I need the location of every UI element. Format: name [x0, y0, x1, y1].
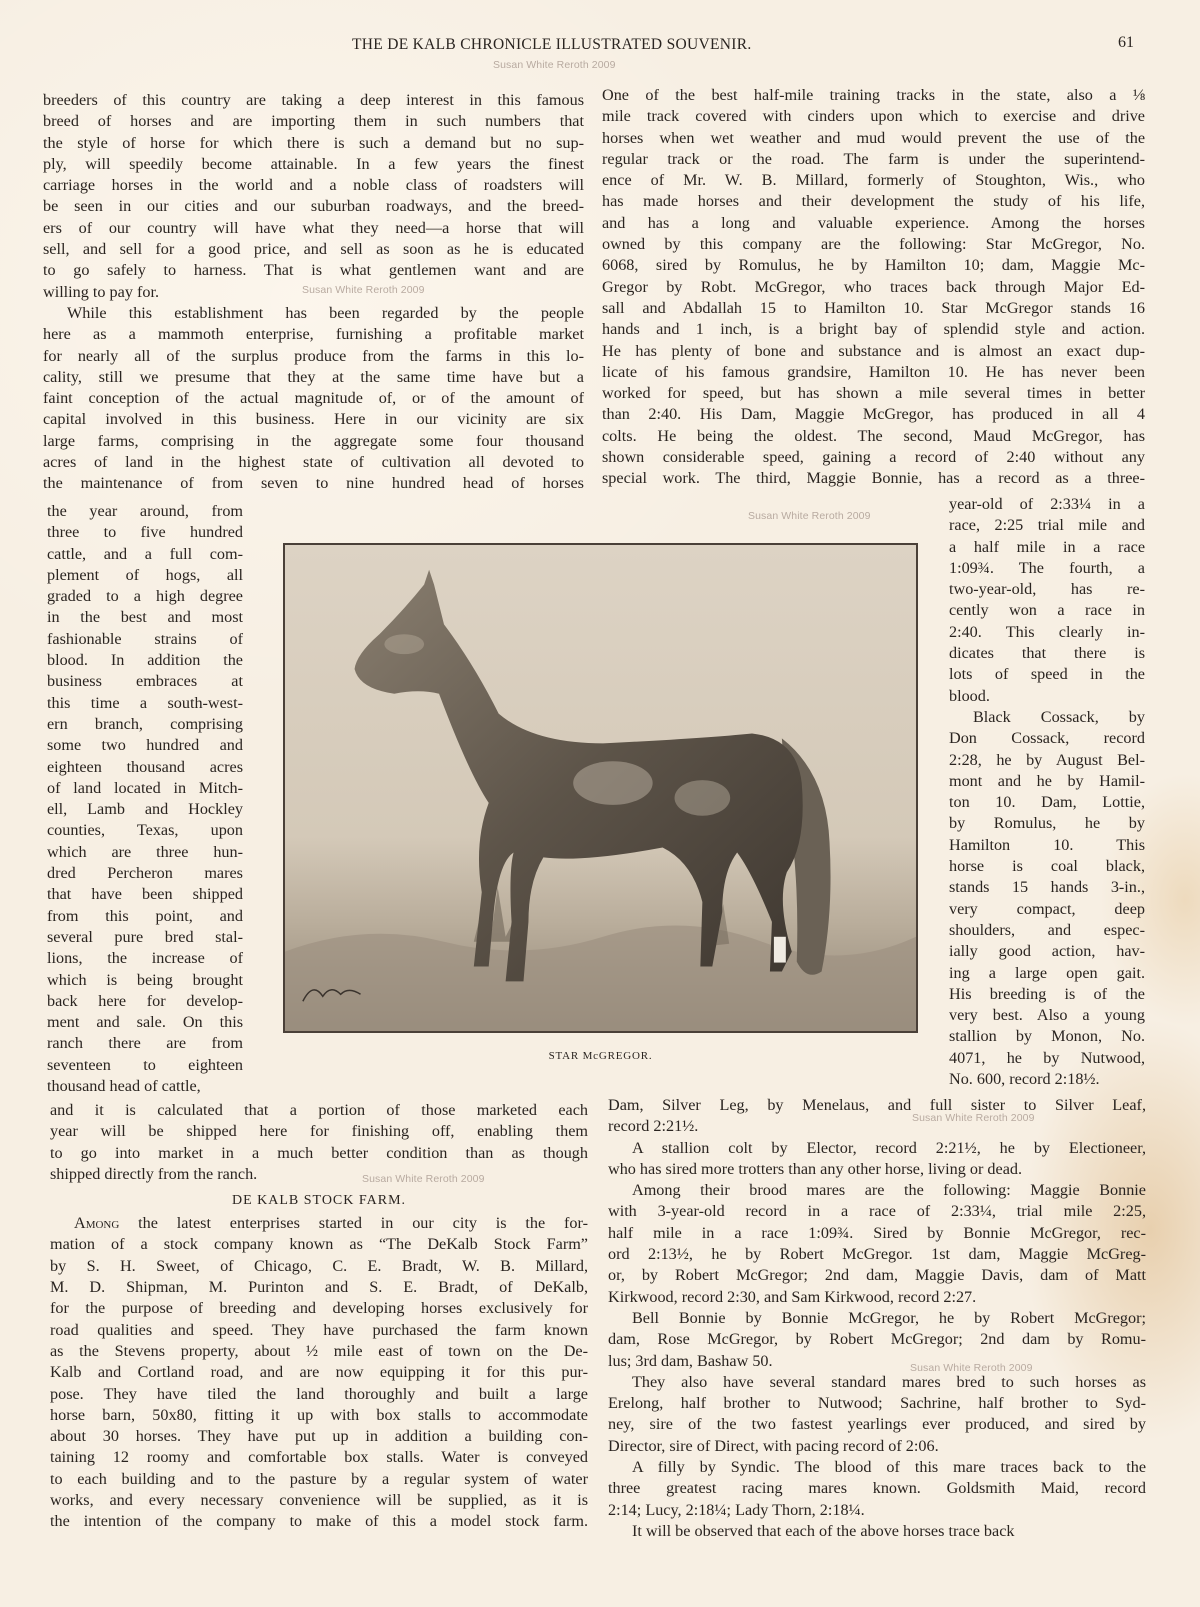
publication-title: THE DE KALB CHRONICLE ILLUSTRATED SOUVENIR.	[352, 36, 752, 53]
text-line: A stallion colt by Elector, record 2:21½, he by Electioneer,	[632, 1138, 1146, 1157]
text-line: cattle, and a full com-	[47, 544, 243, 563]
right-bottom-text	[608, 1095, 1146, 1542]
text-line: ially good action, hav-	[949, 942, 1145, 961]
text-line: horses when wet weather and mud would prevent the use of the	[602, 128, 1145, 147]
text-line: lots of speed in the	[949, 665, 1145, 684]
text-line: and it is calculated that a portion of those marketed each	[50, 1101, 588, 1119]
right-narrow-column	[949, 494, 1145, 1090]
text-line: ing a large open gait.	[949, 963, 1145, 982]
text-line: taining 12 roomy and comfortable box stalls. Water is conveyed	[50, 1448, 588, 1467]
text-line: hands and 1 inch, is a bright bay of splendid style and action.	[602, 320, 1145, 339]
text-line: breeders of this country are taking a deep interest in this famous	[43, 91, 584, 109]
text-line: ment and sale. On this	[47, 1013, 243, 1032]
left-column-text	[43, 90, 584, 495]
text-line: blood.	[949, 686, 990, 705]
text-line: ers of our country will have what they need—a horse that will	[43, 218, 584, 237]
text-line: horse is coal black,	[949, 857, 1145, 876]
page-number: 61	[1118, 34, 1134, 51]
watermark: Susan White Reroth 2009	[748, 510, 871, 522]
text-line: to go into market in a much better condition than as though	[50, 1143, 588, 1162]
text-line: acres of land in the highest state of cultivation all devoted to	[43, 453, 584, 472]
text-line	[50, 1213, 588, 1234]
text-line: the intention of the company to make of this a model stock farm.	[50, 1512, 588, 1531]
left-narrow-column	[47, 501, 243, 1097]
text-line: this time a south-west-	[47, 693, 243, 712]
text-line: year-old of 2:33¼ in a	[949, 495, 1145, 513]
text-line: colts. He being the oldest. The second, Maud McGregor, has	[602, 426, 1145, 445]
text-line: for nearly all of the surplus produce from the farms in this lo-	[43, 346, 584, 365]
lead-word: Among	[74, 1214, 120, 1233]
text-line: the style of horse for which there is such a demand but no sup-	[43, 133, 584, 152]
text-line: ranch there are from	[47, 1034, 243, 1053]
text-fragment: the latest enterprises started in our city is the for-	[119, 1214, 588, 1233]
text-line: for the purpose of breeding and developing horses exclusively for	[50, 1299, 588, 1318]
text-line: ply, will speedily become attainable. In a few years the finest	[43, 154, 584, 173]
text-line: counties, Texas, upon	[47, 821, 243, 840]
text-line: mont and he by Hamil-	[949, 771, 1145, 790]
horse-illustration	[283, 543, 918, 1033]
text-line: to go safely to harness. That is what gentlemen want and are	[43, 261, 584, 280]
text-line: eighteen thousand acres	[47, 757, 243, 776]
text-line: mile track covered with cinders upon which to exercise and drive	[602, 107, 1145, 126]
text-line: A filly by Syndic. The blood of this mare traces back to the	[632, 1458, 1146, 1477]
text-line: race, 2:25 trial mile and	[949, 516, 1145, 535]
text-line: fashionable strains of	[47, 629, 243, 648]
text-line: Bell Bonnie by Bonnie McGregor, he by Robert McGregor;	[632, 1308, 1146, 1327]
text-line: ney, sire of the two fastest yearlings ever produced, and sired by	[608, 1415, 1146, 1434]
text-line: Black Cossack, by	[973, 707, 1145, 726]
text-line: works, and every necessary convenience will be supplied, as it is	[50, 1491, 588, 1510]
text-line: in the best and most	[47, 608, 243, 627]
right-column-text	[602, 85, 1145, 490]
text-line: the year around, from	[47, 502, 243, 520]
text-line: Dam, Silver Leg, by Menelaus, and full sister to Silver Leaf,	[608, 1096, 1146, 1114]
watermark: Susan White Reroth 2009	[362, 1173, 485, 1185]
watermark: Susan White Reroth 2009	[910, 1362, 1033, 1374]
text-line: shoulders, and espec-	[949, 920, 1145, 939]
text-line: Erelong, half brother to Nutwood; Sachrine, half brother to Syd-	[608, 1394, 1146, 1413]
text-line: graded to a high degree	[47, 587, 243, 606]
text-line: Among their brood mares are the following: Maggie Bonnie	[632, 1181, 1146, 1200]
text-line: 6068, sired by Romulus, he by Hamilton 10; dam, Maggie Mc-	[602, 256, 1145, 275]
watermark: Susan White Reroth 2009	[493, 59, 616, 71]
text-line: willing to pay for.	[43, 282, 159, 301]
text-line: They also have several standard mares bred to such horses as	[632, 1372, 1146, 1391]
text-line: horse barn, 50x80, fitting it up with box stalls to accommodate	[50, 1405, 588, 1424]
text-line: and has a long and valuable experience. Among the horses	[602, 213, 1145, 232]
text-line: 2:28, he by August Bel-	[949, 750, 1145, 769]
text-line: mation of a stock company known as “The DeKalb Stock Farm”	[50, 1235, 588, 1254]
text-line: sall and Abdallah 15 to Hamilton 10. Star McGregor stands 16	[602, 298, 1145, 317]
text-line: sell, and sell for a good price, and sell as soon as he is educated	[43, 240, 584, 259]
text-line: 4071, he by Nutwood,	[949, 1048, 1145, 1067]
text-line: year will be shipped here for finishing off, enabling them	[50, 1122, 588, 1141]
text-line: owned by this company are the following: Star McGregor, No.	[602, 235, 1145, 254]
text-line: or, by Robert McGregor; 2nd dam, Maggie Davis, dam of Matt	[608, 1266, 1146, 1285]
text-line: faint conception of the actual magnitude of, or of the amount of	[43, 389, 584, 408]
text-line: stallion by Monon, No.	[949, 1027, 1145, 1046]
horse-engraving-icon	[285, 545, 916, 1031]
text-line: dam, Rose McGregor, by Robert McGregor; 2nd dam by Romu-	[608, 1330, 1146, 1349]
text-line: stands 15 hands 3-in.,	[949, 878, 1145, 897]
text-line: Kirkwood, record 2:30, and Sam Kirkwood, record 2:27.	[608, 1287, 977, 1306]
text-line: His breeding is of the	[949, 984, 1145, 1003]
text-line: from this point, and	[47, 906, 243, 925]
text-line: dicates that there is	[949, 644, 1145, 663]
text-line: lions, the increase of	[47, 949, 243, 968]
text-line: which is being brought	[47, 970, 243, 989]
text-line: business embraces at	[47, 672, 243, 691]
text-line: road qualities and speed. They have purchased the farm known	[50, 1320, 588, 1339]
text-line: large farms, comprising in the aggregate some four thousand	[43, 431, 584, 450]
text-line: of land located in Mitch-	[47, 778, 243, 797]
text-line: by S. H. Sweet, of Chicago, C. E. Bradt, W. B. Millard,	[50, 1256, 588, 1275]
text-line: shown considerable speed, gaining a record of 2:40 without any	[602, 448, 1145, 467]
text-line: ton 10. Dam, Lottie,	[949, 793, 1145, 812]
text-line: blood. In addition the	[47, 651, 243, 670]
text-line: ord 2:13½, he by Robert McGregor. 1st dam, Maggie McGreg-	[608, 1245, 1146, 1264]
text-line: 2:14; Lucy, 2:18¼; Lady Thorn, 2:18¼.	[608, 1500, 865, 1519]
text-line: breed of horses and are importing them in such numbers that	[43, 112, 584, 131]
text-line: special work. The third, Maggie Bonnie, has a record as a three-	[602, 469, 1145, 488]
text-line: While this establishment has been regarded by the people	[67, 303, 584, 322]
left-bottom-text	[50, 1100, 588, 1533]
text-line: carriage horses in the world and a noble class of roadsters will	[43, 176, 584, 195]
text-line: Director, sire of Direct, with pacing record of 2:06.	[608, 1436, 939, 1455]
text-line: half mile in a race 1:09¾. Sired by Bonnie McGregor, rec-	[608, 1223, 1146, 1242]
text-line: pose. They have tiled the land thoroughly and built a large	[50, 1384, 588, 1403]
text-line: 2:40. This clearly in-	[949, 622, 1145, 641]
text-line: by Romulus, he by	[949, 814, 1145, 833]
text-line: Hamilton 10. This	[949, 835, 1145, 854]
text-line: plement of hogs, all	[47, 565, 243, 584]
text-line: ern branch, comprising	[47, 714, 243, 733]
text-line: about 30 horses. They have put up in addition a building con-	[50, 1427, 588, 1446]
text-line: worked for speed, but has shown a mile several times in better	[602, 384, 1145, 403]
text-line: here as a mammoth enterprise, furnishing a profitable market	[43, 325, 584, 344]
text-line: It will be observed that each of the above horses trace back	[632, 1521, 1015, 1540]
text-line: cality, still we presume that they at the same time have but a	[43, 367, 584, 386]
text-line: that have been shipped	[47, 885, 243, 904]
text-line: Kalb and Cortland road, and are now equipping it for this pur-	[50, 1363, 588, 1382]
text-line: One of the best half-mile training tracks in the state, also a ⅛	[602, 86, 1145, 104]
text-line: as the Stevens property, about ½ mile east of town on the De-	[50, 1341, 588, 1360]
text-line: a half mile in a race	[949, 537, 1145, 556]
text-line: who has sired more trotters than any other horse, living or dead.	[608, 1159, 1023, 1178]
text-line: which are three hun-	[47, 842, 243, 861]
text-line: shipped directly from the ranch.	[50, 1164, 258, 1183]
text-line: be seen in our cities and our suburban roadways, and the breed-	[43, 197, 584, 216]
text-line: capital involved in this business. Here in our vicinity are six	[43, 410, 584, 429]
text-line: 1:09¾. The fourth, a	[949, 558, 1145, 577]
text-line: very best. Also a young	[949, 1006, 1145, 1025]
text-line: several pure bred stal-	[47, 927, 243, 946]
text-line: three to five hundred	[47, 523, 243, 542]
text-line: some two hundred and	[47, 736, 243, 755]
text-line: dred Percheron mares	[47, 864, 243, 883]
text-line: ence of Mr. W. B. Millard, formerly of Stoughton, Wis., who	[602, 171, 1145, 190]
text-line: regular track or the road. The farm is under the superintend-	[602, 149, 1145, 168]
figure-caption: STAR McGREGOR.	[548, 1050, 653, 1062]
text-line: three greatest racing mares known. Goldsmith Maid, record	[608, 1479, 1146, 1498]
text-line: Gregor by Robt. McGregor, who traces back through Major Ed-	[602, 277, 1145, 296]
text-line: No. 600, record 2:18½.	[949, 1070, 1100, 1089]
text-line: Don Cossack, record	[949, 729, 1145, 748]
text-line: very compact, deep	[949, 899, 1145, 918]
text-line: to each building and to the pasture by a regular system of water	[50, 1469, 588, 1488]
page-header	[0, 34, 1200, 58]
section-heading: DE KALB STOCK FARM.	[231, 1193, 407, 1209]
text-line: the maintenance of from seven to nine hundred head of horses	[43, 474, 584, 493]
text-line: M. D. Shipman, M. Purinton and S. E. Bradt, of DeKalb,	[50, 1278, 588, 1297]
text-line: has made horses and their development the study of his life,	[602, 192, 1145, 211]
text-line: with 3-year-old record in a race of 2:33¼, trial mile 2:25,	[608, 1202, 1146, 1221]
text-line: thousand head of cattle,	[47, 1077, 201, 1096]
text-line: back here for develop-	[47, 991, 243, 1010]
watermark: Susan White Reroth 2009	[912, 1112, 1035, 1124]
text-line: cently won a race in	[949, 601, 1145, 620]
text-line: licate of his famous grandsire, Hamilton 10. He has never been	[602, 362, 1145, 381]
text-line: lus; 3rd dam, Bashaw 50.	[608, 1351, 773, 1370]
text-line: ell, Lamb and Hockley	[47, 800, 243, 819]
text-line: than 2:40. His Dam, Maggie McGregor, has produced in all 4	[602, 405, 1145, 424]
text-line: two-year-old, has re-	[949, 580, 1145, 599]
watermark: Susan White Reroth 2009	[302, 284, 425, 296]
text-line: record 2:21½.	[608, 1117, 699, 1136]
text-line: seventeen to eighteen	[47, 1055, 243, 1074]
text-line: He has plenty of bone and substance and is almost an exact dup-	[602, 341, 1145, 360]
